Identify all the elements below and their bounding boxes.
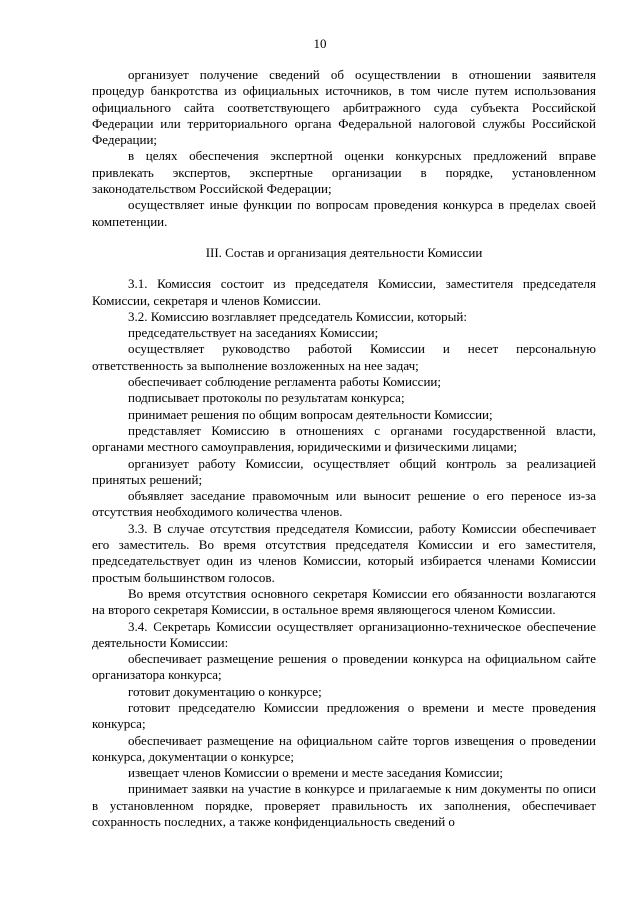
paragraph: организует работу Комиссии, осуществляет общий контроль за реализацией принятых решений;: [92, 455, 596, 487]
paragraph: осуществляет иные функции по вопросам проведения конкурса в пределах своей компетенции.: [92, 197, 596, 229]
paragraph: подписывает протоколы по результатам конкурса;: [128, 390, 405, 406]
paragraph: организует получение сведений об осуществлении в отношении заявителя процедур банкротства из официальных источников, в том числе путем использования официального сайта соответствующего арбитражного суда субъекта Российской Федерации или территориального органа Федеральной налоговой службы Российской Федерации;: [92, 67, 596, 148]
paragraph: обеспечивает размещение решения о проведении конкурса на официальном сайте организатора конкурса;: [92, 651, 596, 683]
section-heading: III. Состав и организация деятельности Комиссии: [205, 244, 483, 260]
paragraph: принимает решения по общим вопросам деятельности Комиссии;: [128, 406, 493, 422]
paragraph: обеспечивает соблюдение регламента работы Комиссии;: [128, 374, 441, 390]
page-number: 10: [313, 36, 327, 51]
paragraph: осуществляет руководство работой Комиссии и несет персональную ответственность за выполнение возложенных на нее задач;: [92, 341, 596, 373]
paragraph: в целях обеспечения экспертной оценки конкурсных предложений вправе привлекать экспертов, экспертные организации в порядке, установленном законодательством Российской Федерации;: [92, 148, 596, 197]
paragraph: принимает заявки на участие в конкурсе и прилагаемые к ним документы по описи в установленном порядке, проверяет правильность их заполнения, обеспечивает сохранность последних, а также конфиденциальность сведений о: [92, 781, 596, 830]
paragraph: 3.4. Секретарь Комиссии осуществляет организационно-техническое обеспечение деятельности Комиссии:: [92, 618, 596, 650]
document-body: [92, 67, 596, 830]
paragraph: обеспечивает размещение на официальном сайте торгов извещения о проведении конкурса, документации о конкурсе;: [92, 732, 596, 764]
paragraph: представляет Комиссию в отношениях с органами государственной власти, органами местного самоуправления, юридическими и физическими лицами;: [92, 422, 596, 455]
paragraph: извещает членов Комиссии о времени и месте заседания Комиссии;: [128, 765, 504, 781]
paragraph: 3.1. Комиссия состоит из председателя Комиссии, заместителя председателя Комиссии, секретаря и членов Комиссии.: [92, 276, 596, 308]
paragraph: Во время отсутствия основного секретаря Комиссии его обязанности возлагаются на второго секретаря Комиссии, в остальное время являющегося членом Комиссии.: [92, 585, 596, 618]
paragraph: готовит председателю Комиссии предложения о времени и месте проведения конкурса;: [92, 699, 596, 732]
paragraph: 3.3. В случае отсутствия председателя Комиссии, работу Комиссии обеспечивает его заместитель. Во время отсутствия председателя Комиссии и его заместителя, председательствует один из членов Комиссии, который избирается членами Комиссии простым большинством голосов.: [92, 520, 596, 585]
paragraph: 3.2. Комиссию возглавляет председатель Комиссии, который:: [128, 308, 467, 324]
paragraph: объявляет заседание правомочным или выносит решение о его переносе из-за отсутствия необходимого количества членов.: [92, 488, 596, 520]
paragraph: председательствует на заседаниях Комиссии;: [128, 325, 379, 341]
paragraph: готовит документацию о конкурсе;: [128, 683, 322, 699]
